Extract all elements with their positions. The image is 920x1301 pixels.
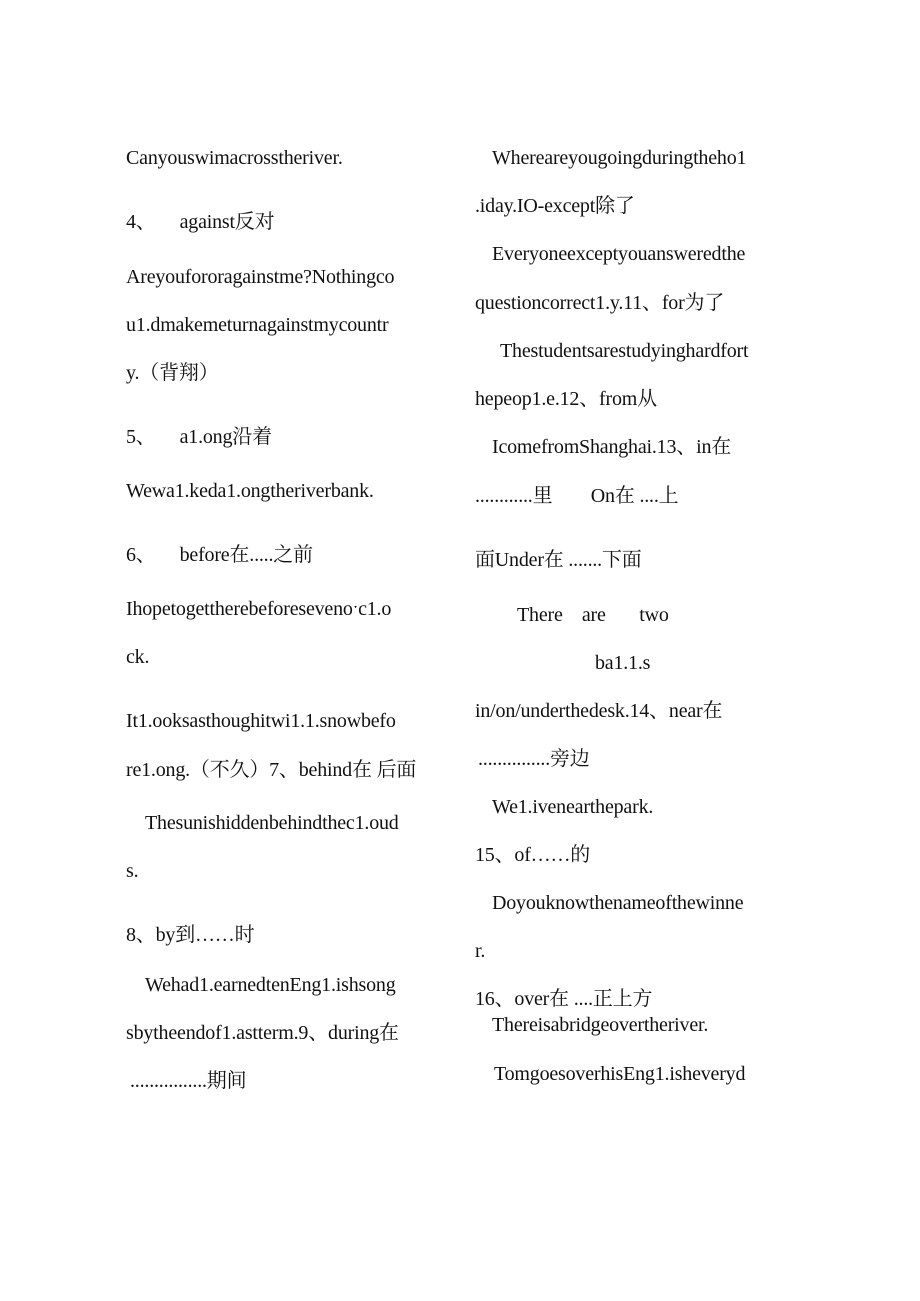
right-column-text-line: IcomefromShanghai.13、in在 bbox=[492, 436, 732, 458]
left-column-text-line: 4、 against反对 bbox=[126, 211, 275, 233]
left-column-text-line: It1.ooksasthoughitwi1.1.snowbefo bbox=[126, 710, 396, 732]
left-column-text-line: ................期间 bbox=[130, 1070, 247, 1092]
left-column-text-line: 8、by到……时 bbox=[126, 924, 255, 946]
left-column-text-line: y.（背翔） bbox=[126, 362, 219, 384]
right-column-text-line: 16、over在 ....正上方 bbox=[475, 988, 653, 1010]
right-column-text-line: r. bbox=[475, 940, 486, 962]
right-column-text-line: Everyoneexceptyouansweredthe bbox=[492, 243, 746, 265]
right-column-text-line: Whereareyougoingduringtheho1 bbox=[492, 147, 747, 169]
right-column-text-line: 面Under在 .......下面 bbox=[475, 549, 642, 571]
right-column-text-line: questioncorrect1.y.11、for为了 bbox=[475, 292, 725, 314]
right-column-text-line: Doyouknowthenameofthewinne bbox=[492, 892, 744, 914]
left-column-text-line: ck. bbox=[126, 646, 150, 668]
right-column-text-line: ............里 On在 ....上 bbox=[475, 485, 679, 507]
right-column-text-line: .iday.IO-except除了 bbox=[475, 195, 635, 217]
right-column-text-line: There are two bbox=[517, 604, 669, 626]
right-column-text-line: in/on/underthedesk.14、near在 bbox=[475, 700, 723, 722]
left-column-text-line: s. bbox=[126, 860, 139, 882]
left-column-text-line: Ihopetogettherebeforesevenoˑc1.o bbox=[126, 598, 392, 620]
left-column-text-line: re1.ong.（不久）7、behind在 后面 bbox=[126, 759, 417, 781]
right-column-text-line: hepeop1.e.12、from从 bbox=[475, 388, 657, 410]
left-column-text-line: Wewa1.keda1.ongtheriverbank. bbox=[126, 480, 374, 502]
left-column-text-line: Thesunishiddenbehindthec1.oud bbox=[145, 812, 399, 834]
left-column-text-line: u1.dmakemeturnagainstmycountr bbox=[126, 314, 389, 336]
right-column-text-line: ...............旁边 bbox=[478, 748, 590, 770]
right-column-text-line: Thestudentsarestudyinghardfort bbox=[500, 340, 749, 362]
left-column-text-line: 6、 before在.....之前 bbox=[126, 544, 313, 566]
right-column-text-line: ba1.1.s bbox=[595, 652, 651, 674]
right-column-text-line: We1.ivenearthepark. bbox=[492, 796, 654, 818]
right-column-text-line: Thereisabridgeovertheriver. bbox=[492, 1014, 709, 1036]
left-column-text-line: 5、 a1.ong沿着 bbox=[126, 426, 272, 448]
left-column-text-line: Canyouswimacrosstheriver. bbox=[126, 147, 343, 169]
left-column-text-line: sbytheendof1.astterm.9、during在 bbox=[126, 1022, 399, 1044]
left-column-text-line: Areyoufororagainstme?Nothingco bbox=[126, 266, 395, 288]
left-column-text-line: Wehad1.earnedtenEng1.ishsong bbox=[145, 974, 396, 996]
right-column-text-line: 15、of……的 bbox=[475, 844, 591, 866]
right-column-text-line: TomgoesoverhisEng1.isheveryd bbox=[494, 1063, 746, 1085]
